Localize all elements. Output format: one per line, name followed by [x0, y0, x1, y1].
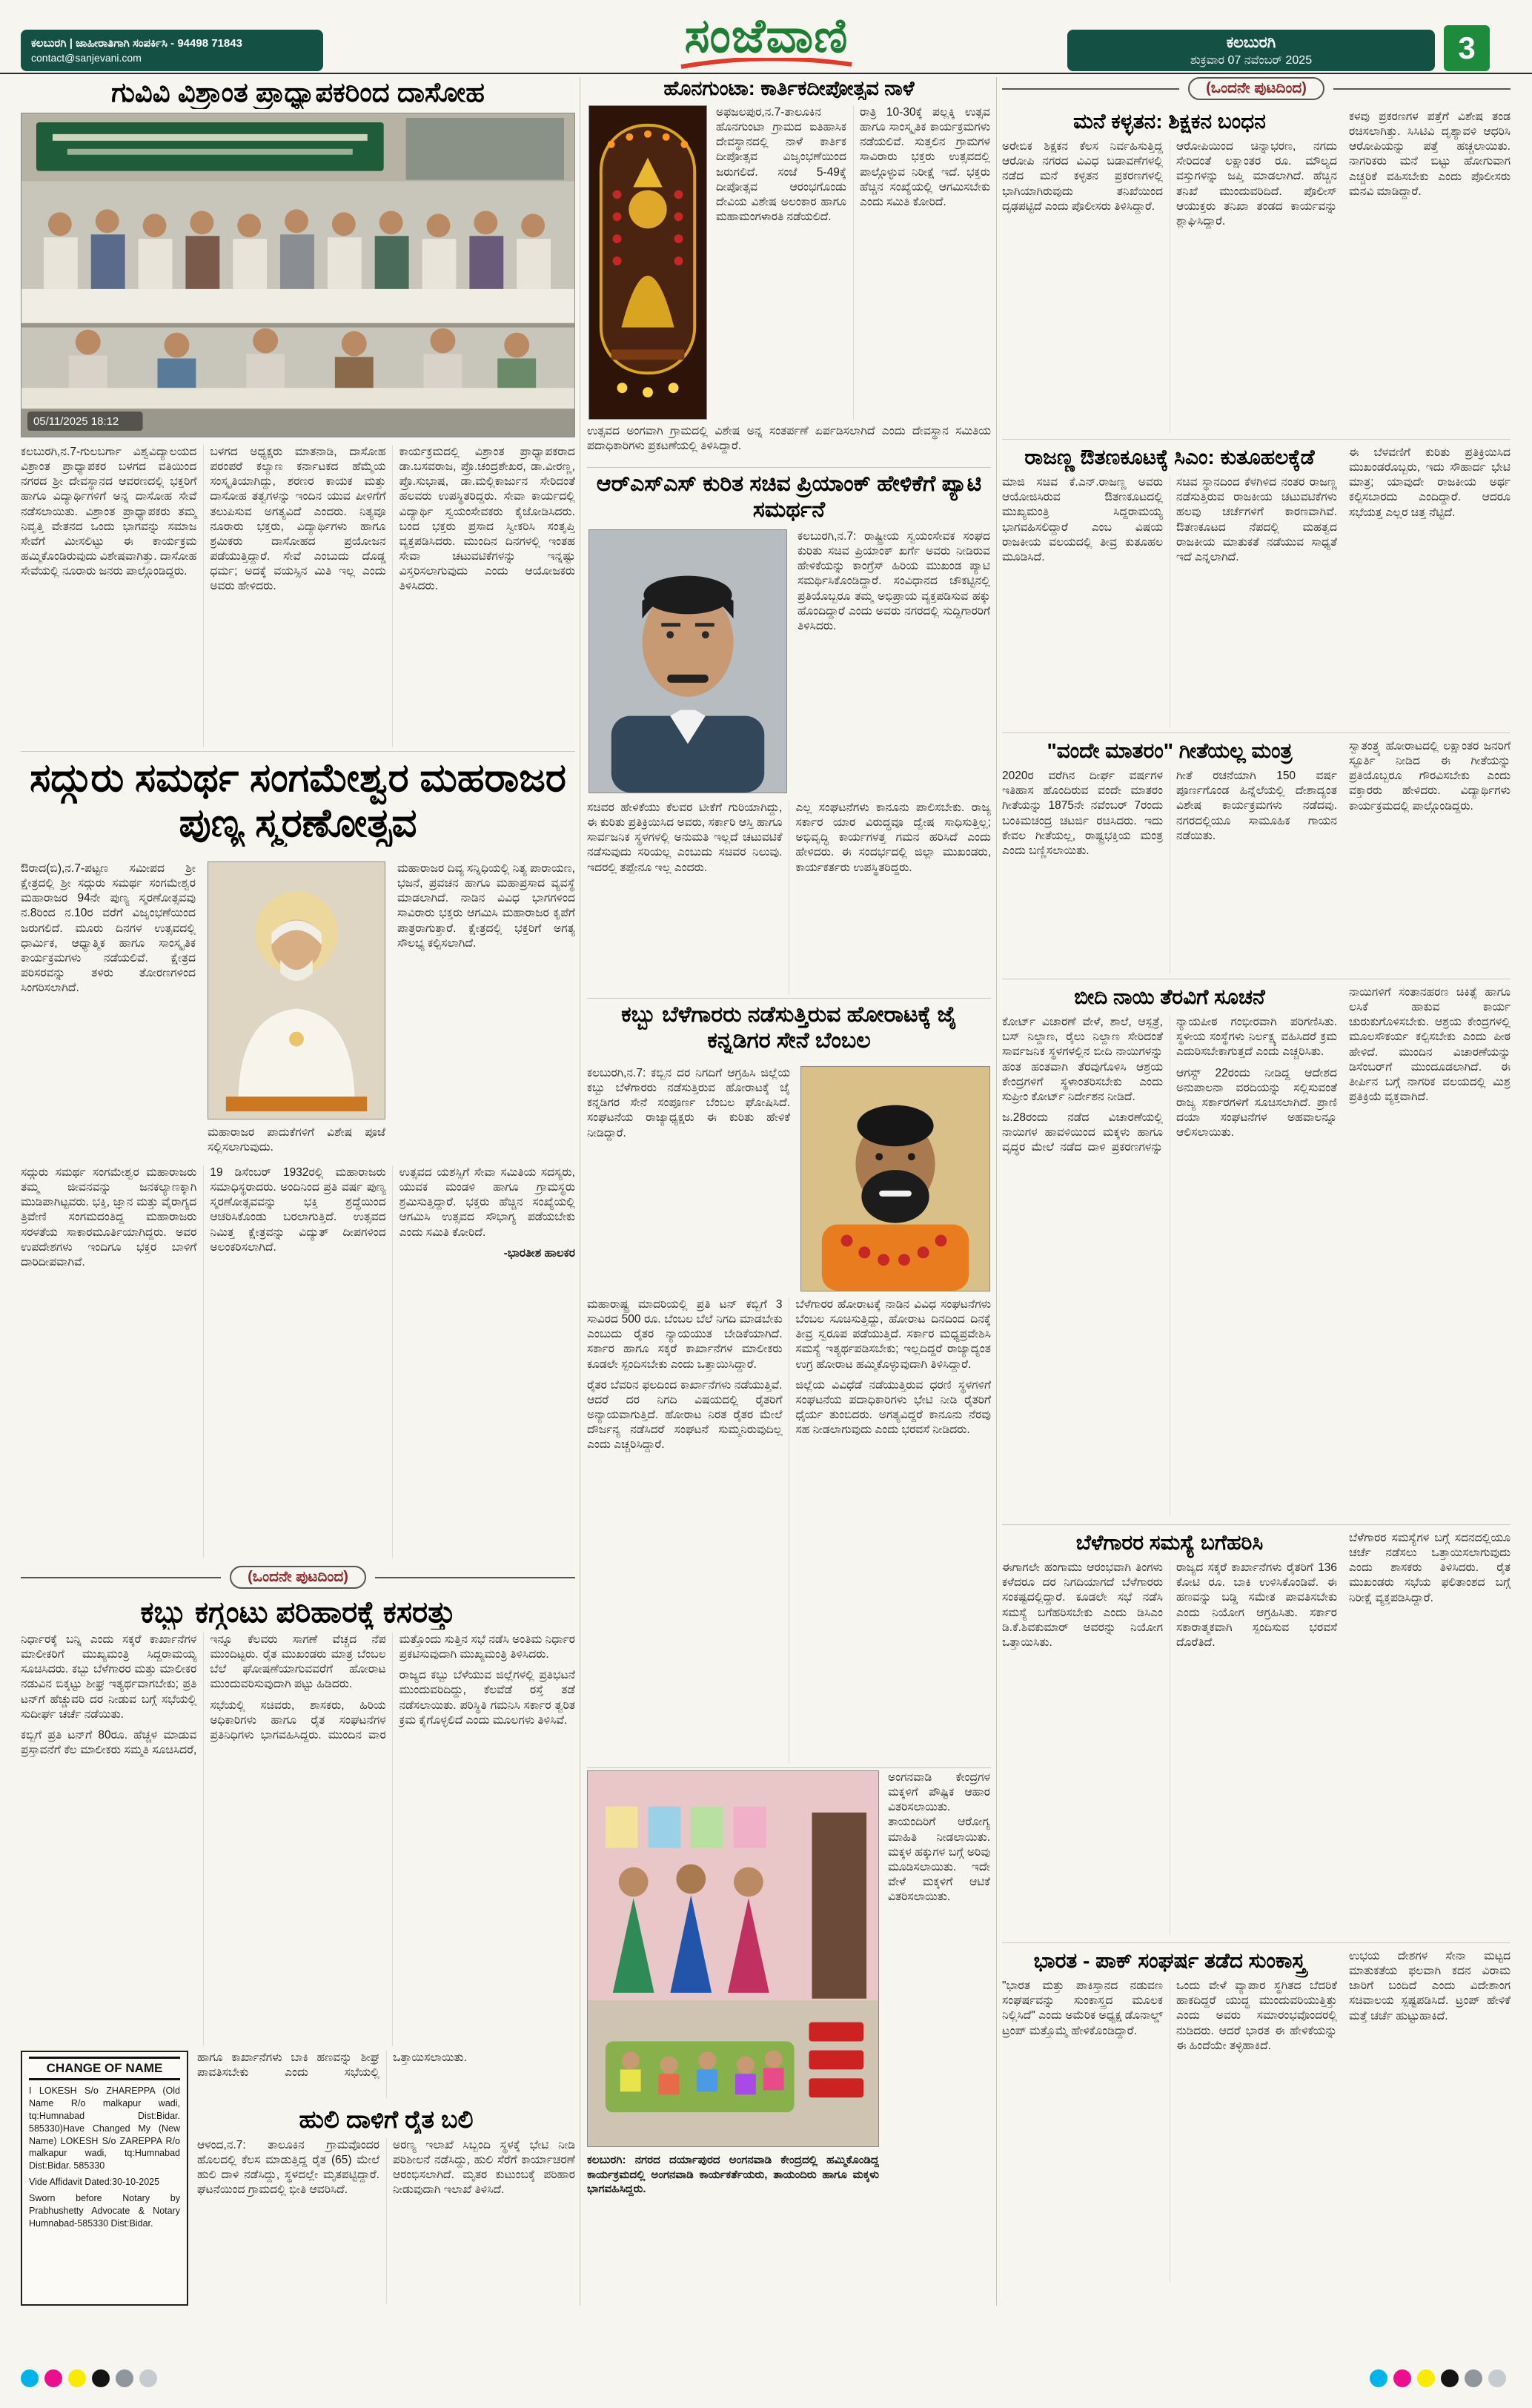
- kabbu-sene-leader-photo: [800, 1066, 990, 1291]
- registration-dot: [1441, 2369, 1459, 2387]
- edition-date: ಶುಕ್ರವಾರ 07 ನವೆಂಬರ್ 2025: [1190, 53, 1313, 67]
- paragraph: ರಾಜ್ಯದ ಕಬ್ಬು ಬೆಳೆಯುವ ಜಿಲ್ಲೆಗಳಲ್ಲಿ ಪ್ರತಿಭಟನೆ ಮುಂದುವರಿದಿದ್ದು, ಕೆಲವೆಡೆ ರಸ್ತೆ ತಡೆ ನಡೆಸಲಾಯಿತು. ಪರಿಸ್ಥಿತಿ ಗಮನಿಸಿ ಸರ್ಕಾರ ತ್ವರಿತ ಕ್ರಮ ಕೈಗೊಳ್ಳಲಿದೆ ಎಂದು ಮೂಲಗಳು ತಿಳಿಸಿವೆ.: [399, 1669, 575, 1727]
- samartha-col1: [21, 861, 196, 1158]
- dasoha-body: [21, 445, 575, 747]
- paragraph: I LOKESH S/o ZHAREPPA (Old Name R/o malkapur wadi, tq:Humnabad Dist:Bidar. 585330)Have Changed My (New Name) LOKESH S/o ZAREPPA R/o malkapur wadi, tq:Humnabad Dist:Bidar. 585330: [29, 2086, 180, 2172]
- notice-title: CHANGE OF NAME: [29, 2057, 180, 2080]
- kabbu-sene-body-below: [587, 1297, 991, 1763]
- paragraph: 19 ಡಿಸೆಂಬರ್ 1932ರಲ್ಲಿ ಮಹಾರಾಜರು ಸಮಾಧಿಸ್ಥರಾದರು. ಅಂದಿನಿಂದ ಪ್ರತಿ ವರ್ಷ ಪುಣ್ಯ ಸ್ಮರಣೋತ್ಸವವನ್ನು ಭಕ್ತಿ ಶ್ರದ್ಧೆಯಿಂದ ಆಚರಿಸಿಕೊಂಡು ಬರಲಾಗುತ್ತಿದೆ. ಉತ್ಸವದ ನಿಮಿತ್ತ ಕ್ಷೇತ್ರವನ್ನು ವಿದ್ಯುತ್ ದೀಪಗಳಿಂದ ಅಲಂಕರಿಸಲಾಗಿದೆ.: [210, 1166, 386, 1254]
- paragraph: ಅಂಗನವಾಡಿ ಕೇಂದ್ರಗಳ ಮಕ್ಕಳಿಗೆ ಪೌಷ್ಟಿಕ ಆಹಾರ ವಿತರಿಸಲಾಯಿತು. ತಾಯಂದಿರಿಗೆ ಆರೋಗ್ಯ ಮಾಹಿತಿ ನೀಡಲಾಯಿತು. ಮಕ್ಕಳ ಹಕ್ಕುಗಳ ಬಗ್ಗೆ ಅರಿವು ಮೂಡಿಸಲಾಯಿತು. ಇದೇ ವೇಳೆ ಮಕ್ಕಳಿಗೆ ಆಟಿಕೆ ವಿತರಿಸಲಾಯಿತು.: [888, 1771, 990, 1904]
- samartha-body: [21, 1165, 575, 1558]
- continuation-banner: [1002, 77, 1511, 100]
- right-article-6-body: [1002, 1979, 1337, 2281]
- dasoha-photo: [21, 113, 575, 437]
- right-article-4-body: [1002, 1015, 1337, 1516]
- paragraph: ಕಳವು ಪ್ರಕರಣಗಳ ಪತ್ತೆಗೆ ವಿಶೇಷ ತಂಡ ರಚಿಸಲಾಗಿತ್ತು. ಸಿಸಿಟಿವಿ ದೃಶ್ಯಾವಳಿ ಆಧರಿಸಿ ಆರೋಪಿಯನ್ನು ಪತ್ತೆ ಹಚ್ಚಲಾಯಿತು. ನಾಗರಿಕರು ಮನೆ ಬಿಟ್ಟು ಹೋಗುವಾಗ ಎಚ್ಚರಿಕೆ ವಹಿಸಬೇಕು ಎಂದು ಪೊಲೀಸರು ಮನವಿ ಮಾಡಿದ್ದಾರೆ.: [1349, 110, 1511, 198]
- paragraph: ನಿರ್ಧಾರಕ್ಕೆ ಬನ್ನಿ ಎಂದು ಸಕ್ಕರೆ ಕಾರ್ಖಾನೆಗಳ ಮಾಲೀಕರಿಗೆ ಮುಖ್ಯಮಂತ್ರಿ ಸಿದ್ದರಾಮಯ್ಯ ಸೂಚಿಸಿದರು. ಕಬ್ಬು ಬೆಳೆಗಾರರ ಮತ್ತು ಮಾಲೀಕರ ನಡುವಿನ ಬಿಕ್ಕಟ್ಟು ಶೀಘ್ರ ಇತ್ಯರ್ಥವಾಗಬೇಕು; ಪ್ರತಿ ಟನ್‌ಗೆ ಹೆಚ್ಚುವರಿ ದರ ನೀಡುವ ಬಗ್ಗೆ ಸಭೆಯಲ್ಲಿ ಸುದೀರ್ಘ ಚರ್ಚೆ ನಡೆಯಿತು.: [21, 1633, 197, 1721]
- anganwadi-illustration: [588, 1771, 878, 2146]
- paragraph: ಈಗಾಗಲೇ ಹಂಗಾಮು ಆರಂಭವಾಗಿ ತಿಂಗಳು ಕಳೆದರೂ ದರ ನಿಗದಿಯಾಗದೆ ಬೆಳೆಗಾರರು ಸಂಕಷ್ಟದಲ್ಲಿದ್ದಾರೆ. ಕೂಡಲೇ ಸಭೆ ನಡೆಸಿ ಸಮಸ್ಯೆ ಬಗೆಹರಿಸಬೇಕು ಎಂದು ಡಿಸಿಎಂ ಡಿ.ಕೆ.ಶಿವಕುಮಾರ್ ಅವರನ್ನು ನಿಯೋಗ ಒತ್ತಾಯಿಸಿತು.: [1002, 1561, 1163, 1649]
- paragraph: ಅರೇಬಿಕ ಶಿಕ್ಷಕನ ಕೆಲಸ ನಿರ್ವಹಿಸುತ್ತಿದ್ದ ಆರೋಪಿ ನಗರದ ವಿವಿಧ ಬಡಾವಣೆಗಳಲ್ಲಿ ನಡೆದ ಮನೆ ಕಳ್ಳತನ ಪ್ರಕರಣಗಳಲ್ಲಿ ಭಾಗಿಯಾಗಿರುವುದು ತನಿಖೆಯಿಂದ ದೃಢಪಟ್ಟಿದೆ ಎಂದು ಪೊಲೀಸರು ತಿಳಿಸಿದ್ದಾರೆ.: [1002, 140, 1163, 213]
- paragraph: ನಾಯಿಗಳಿಗೆ ಸಂತಾನಹರಣ ಚಿಕಿತ್ಸೆ ಹಾಗೂ ಲಸಿಕೆ ಹಾಕುವ ಕಾರ್ಯ ಚುರುಕುಗೊಳಿಸಬೇಕು. ಆಶ್ರಯ ಕೇಂದ್ರಗಳಲ್ಲಿ ಮೂಲಸೌಕರ್ಯ ಕಲ್ಪಿಸಬೇಕು ಎಂದು ಪೀಠ ಹೇಳಿದೆ. ಮುಂದಿನ ವಿಚಾರಣೆಯನ್ನು ಡಿಸೆಂಬರ್‌ಗೆ ಮುಂದೂಡಲಾಗಿದೆ. ಈ ತೀರ್ಪಿನ ಬಗ್ಗೆ ನಾಗರಿಕ ವಲಯದಲ್ಲಿ ಮಿಶ್ರ ಪ್ರತಿಕ್ರಿಯೆ ವ್ಯಕ್ತವಾಗಿದೆ.: [1349, 986, 1511, 1103]
- paragraph: 2020ರ ವರೆಗಿನ ದೀರ್ಘ ವರ್ಷಗಳ ಇತಿಹಾಸ ಹೊಂದಿರುವ ವಂದೇ ಮಾತರಂ ಗೀತೆಯನ್ನು 1875ನೇ ನವೆಂಬರ್ 7ರಂದು ಬಂಕಿಮಚಂದ್ರ ಚಟರ್ಜಿ ರಚಿಸಿದರು. ಇದು ಕೇವಲ ಗೀತೆಯಲ್ಲ, ರಾಷ್ಟ್ರಭಕ್ತಿಯ ಮಂತ್ರ ಎಂದು ಬಣ್ಣಿಸಲಾಯಿತು.: [1002, 770, 1163, 857]
- registration-marks-right: [1370, 2369, 1512, 2387]
- registration-dot: [1465, 2369, 1482, 2387]
- registration-dot: [1417, 2369, 1435, 2387]
- anganwadi-photo: [587, 1770, 879, 2147]
- paragraph: ಸಚಿವರ ಹೇಳಿಕೆಯು ಕೆಲವರ ಟೀಕೆಗೆ ಗುರಿಯಾಗಿದ್ದು, ಈ ಕುರಿತು ಪ್ರತಿಕ್ರಿಯಿಸಿದ ಅವರು, ಸರ್ಕಾರಿ ಆಸ್ತಿ ಹಾಗೂ ಸಾರ್ವಜನಿಕ ಸ್ಥಳಗಳಲ್ಲಿ ಅನುಮತಿ ಇಲ್ಲದೆ ಚಟುವಟಿಕೆ ನಡೆಸುವುದು ಸರಿಯಲ್ಲ ಎಂಬುದು ಸಚಿವರ ನಿಲುವು. ಇದರಲ್ಲಿ ತಪ್ಪೇನೂ ಇಲ್ಲ ಎಂದರು.: [587, 801, 783, 874]
- right-article-5-headline: ಬೆಳೆಗಾರರ ಸಮಸ್ಯೆ ಬಗೆಹರಿಸಿ: [1075, 1531, 1264, 1554]
- paragraph: Sworn before Notary by Prabhushetty Advocate & Notary Humnabad-585330 Dist:Bidar.: [29, 2193, 180, 2229]
- paragraph: ಜಿಲ್ಲೆಯ ವಿವಿಧೆಡೆ ನಡೆಯುತ್ತಿರುವ ಧರಣಿ ಸ್ಥಳಗಳಿಗೆ ಸಂಘಟನೆಯ ಪದಾಧಿಕಾರಿಗಳು ಭೇಟಿ ನೀಡಿ ರೈತರಿಗೆ ಧೈರ್ಯ ತುಂಬಿದರು. ಅಗತ್ಯವಿದ್ದರೆ ಕಾನೂನು ನೆರವು ಸಹ ನೀಡಲಾಗುವುದು ಎಂದು ಭರವಸೆ ನೀಡಿದರು.: [795, 1378, 991, 1437]
- kabbu-sene-headline: ಕಬ್ಬು ಬೆಳೆಗಾರರು ನಡೆಸುತ್ತಿರುವ ಹೋರಾಟಕ್ಕೆ ಜೈ ಕನ್ನಡಿಗರ ಸೇನೆ ಬೆಂಬಲ: [621, 1002, 957, 1053]
- contact-bar: [21, 30, 323, 71]
- date-bar: [1067, 30, 1435, 71]
- right-article-2-col3: [1349, 446, 1511, 729]
- from-page-one-pill: (ಒಂದನೇ ಪುಟದಿಂದ): [1188, 77, 1324, 100]
- samartha-col3: [397, 861, 575, 1158]
- from-page-one-pill: (ಒಂದನೇ ಪುಟದಿಂದ): [230, 1566, 366, 1589]
- byline: -ಭಾರತೀಶ ಹಾಲಕರ: [503, 1246, 575, 1260]
- divider: [587, 998, 991, 999]
- right-article-1: [1002, 110, 1511, 434]
- huli-body: [197, 2138, 575, 2304]
- paragraph: ಮಹಾರಾಜರ ಪಾದುಕೆಗಳಿಗೆ ವಿಶೇಷ ಪೂಜೆ ಸಲ್ಲಿಸಲಾಗುವುದು.: [208, 1126, 385, 1154]
- right-article-4-col3: [1349, 985, 1511, 1518]
- edition-city: ಕಲಬುರಗಿ: [1226, 33, 1276, 51]
- samartha-headline: ಸದ್ಗುರು ಸಮರ್ಥ ಸಂಗಮೇಶ್ವರ ಮಹರಾಜರ ಪುಣ್ಯ ಸ್ಮರಣೋತ್ಸವ: [30, 756, 566, 845]
- divider: [375, 1577, 575, 1578]
- right-article-1-headline: ಮನೆ ಕಳ್ಳತನ: ಶಿಕ್ಷಕನ ಬಂಧನ: [1073, 110, 1266, 133]
- masthead: [636, 9, 897, 70]
- right-article-4: [1002, 979, 1511, 1518]
- divider: [1002, 88, 1179, 90]
- leader-portrait-illustration: [801, 1067, 989, 1291]
- right-article-1-col3: [1349, 110, 1511, 434]
- paragraph: ಗೀತೆ ರಚನೆಯಾಗಿ 150 ವರ್ಷ ಪೂರ್ಣಗೊಂಡ ಹಿನ್ನೆಲೆಯಲ್ಲಿ ದೇಶಾದ್ಯಂತ ವಿಶೇಷ ಕಾರ್ಯಕ್ರಮಗಳು ನಡೆದವು. ನಗರದಲ್ಲಿಯೂ ಸಾಮೂಹಿಕ ಗಾಯನ ನಡೆಯಿತು.: [1176, 770, 1337, 842]
- registration-dot: [139, 2369, 157, 2387]
- divider: [0, 73, 1532, 74]
- paragraph: ಸ್ವಾತಂತ್ರ್ಯ ಹೋರಾಟದಲ್ಲಿ ಲಕ್ಷಾಂತರ ಜನರಿಗೆ ಸ್ಫೂರ್ತಿ ನೀಡಿದ ಈ ಗೀತೆಯನ್ನು ಪ್ರತಿಯೊಬ್ಬರೂ ಗೌರವಿಸಬೇಕು ಎಂದು ವಕ್ತಾರರು ಹೇಳಿದರು. ವಿದ್ಯಾರ್ಥಿಗಳು ಕಾರ್ಯಕ್ರಮದಲ್ಲಿ ಪಾಲ್ಗೊಂಡಿದ್ದರು.: [1349, 740, 1511, 813]
- paragraph: ಕಲಬುರಗಿ,ನ.7: ರಾಷ್ಟ್ರೀಯ ಸ್ವಯಂಸೇವಕ ಸಂಘದ ಕುರಿತು ಸಚಿವ ಪ್ರಿಯಾಂಕ್ ಖರ್ಗೆ ಅವರು ನೀಡಿರುವ ಹೇಳಿಕೆಯನ್ನು ಕಾಂಗ್ರೆಸ್ ಹಿರಿಯ ಮುಖಂಡ ಪ್ಯಾಟಿ ಸಮರ್ಥಿಸಿಕೊಂಡಿದ್ದಾರೆ. ಸಂವಿಧಾನದ ಚೌಕಟ್ಟಿನಲ್ಲಿ ಪ್ರತಿಯೊಬ್ಬರೂ ತಮ್ಮ ಅಭಿಪ್ರಾಯ ವ್ಯಕ್ತಪಡಿಸುವ ಹಕ್ಕು ಹೊಂದಿದ್ದಾರೆ ಎಂದು ಅವರು ನಗರದಲ್ಲಿ ಸುದ್ದಿಗಾರರಿಗೆ ತಿಳಿಸಿದರು.: [797, 530, 990, 632]
- paragraph: ಕಬ್ಬಿಗೆ ಪ್ರತಿ ಟನ್‌ಗೆ 80ರೂ. ಹೆಚ್ಚಳ ಮಾಡುವ ಪ್ರಸ್ತಾವನೆಗೆ ಕೆಲ ಮಾಲೀಕರು ಸಮ್ಮತಿ ಸೂಚಿಸಿದರೆ, ಇನ್ನೂ ಕೆಲವರು ಸಾಗಣೆ ವೆಚ್ಚದ ನೆಪ ಮುಂದಿಟ್ಟರು. ರೈತ ಮುಖಂಡರು ಮಾತ್ರ ಬೆಂಬಲ ಬೆಲೆ ಘೋಷಣೆಯಾಗುವವರೆಗೆ ಹೋರಾಟ ಮುಂದುವರಿಸುವುದಾಗಿ ಪಟ್ಟು ಹಿಡಿದರು.: [21, 1633, 386, 1756]
- samartha-col2-note: [208, 1125, 385, 1158]
- dasoha-headline: ಗುವಿವಿ ವಿಶ್ರಾಂತ ಪ್ರಾಧ್ಯಾಪಕರಿಂದ ದಾಸೋಹ: [111, 77, 485, 108]
- paragraph: ಆರೋಪಿಯಿಂದ ಚಿನ್ನಾಭರಣ, ನಗದು ಸೇರಿದಂತೆ ಲಕ್ಷಾಂತರ ರೂ. ಮೌಲ್ಯದ ವಸ್ತುಗಳನ್ನು ಜಪ್ತಿ ಮಾಡಲಾಗಿದೆ. ಹೆಚ್ಚಿನ ತನಿಖೆ ಮುಂದುವರಿದಿದೆ. ಪೊಲೀಸ್ ಆಯುಕ್ತರು ತನಿಖಾ ತಂಡದ ಕಾರ್ಯವನ್ನು ಶ್ಲಾಘಿಸಿದ್ದಾರೆ.: [1176, 140, 1337, 228]
- paragraph: ಅಫಜಲಪುರ,ನ.7-ತಾಲೂಕಿನ ಹೊನಗುಂಟಾ ಗ್ರಾಮದ ಐತಿಹಾಸಿಕ ದೇವಸ್ಥಾನದಲ್ಲಿ ನಾಳೆ ಕಾರ್ತಿಕ ದೀಪೋತ್ಸವ ವಿಜೃಂಭಣೆಯಿಂದ ಜರುಗಲಿದೆ. ಸಂಜೆ 5-49ಕ್ಕೆ ದೀಪೋತ್ಸವ ಆರಂಭಗೊಂಡು ದೇವಿಯ ವಿಶೇಷ ಅಲಂಕಾರ ಹಾಗೂ ಮಹಾಮಂಗಳಾರತಿ ನಡೆಯಲಿದೆ.: [716, 106, 846, 223]
- right-article-3: [1002, 732, 1511, 975]
- registration-marks-left: [21, 2369, 163, 2387]
- divider: [21, 1577, 221, 1578]
- divider: [587, 467, 991, 468]
- paragraph: "ಭಾರತ ಮತ್ತು ಪಾಕಿಸ್ತಾನದ ನಡುವಣ ಸಂಘರ್ಷವನ್ನು ಸುಂಕಾಸ್ತ್ರದ ಮೂಲಕ ನಿಲ್ಲಿಸಿದೆ" ಎಂದು ಅಮೆರಿಕ ಅಧ್ಯಕ್ಷ ಡೊನಾಲ್ಡ್ ಟ್ರಂಪ್ ಮತ್ತೊಮ್ಮೆ ಹೇಳಿಕೊಂಡಿದ್ದಾರೆ.: [1002, 1979, 1163, 2037]
- samartha-saint-photo: [208, 861, 385, 1119]
- continuation-banner: [21, 1566, 575, 1589]
- huli-headline: ಹುಲಿ ದಾಳಿಗೆ ರೈತ ಬಲಿ: [299, 2106, 474, 2133]
- paragraph: ಕಲಬುರಗಿ,ನ.7: ಕಬ್ಬಿನ ದರ ನಿಗದಿಗೆ ಆಗ್ರಹಿಸಿ ಜಿಲ್ಲೆಯ ಕಬ್ಬು ಬೆಳೆಗಾರರು ನಡೆಸುತ್ತಿರುವ ಹೋರಾಟಕ್ಕೆ ಜೈ ಕನ್ನಡಿಗರ ಸೇನೆ ಸಂಪೂರ್ಣ ಬೆಂಬಲ ಘೋಷಿಸಿದೆ. ಸಂಘಟನೆಯ ರಾಜ್ಯಾಧ್ಯಕ್ಷರು ಈ ಕುರಿತು ಹೇಳಿಕೆ ನೀಡಿದ್ದಾರೆ.: [587, 1067, 790, 1140]
- divider: [1333, 88, 1511, 90]
- paragraph: ಈ ಬೆಳವಣಿಗೆ ಕುರಿತು ಪ್ರತಿಕ್ರಿಯಿಸಿದ ಮುಖಂಡರೊಬ್ಬರು, ಇದು ಸೌಹಾರ್ದ ಭೇಟಿ ಮಾತ್ರ; ಯಾವುದೇ ರಾಜಕೀಯ ಅರ್ಥ ಕಲ್ಪಿಸಬಾರದು ಎಂದಿದ್ದಾರೆ. ಆದರೂ ಸಭೆಯತ್ತ ಎಲ್ಲರ ಚಿತ್ತ ನೆಟ್ಟಿದೆ.: [1349, 446, 1511, 519]
- page-number: 3: [1444, 25, 1490, 71]
- right-article-3-headline: "ವಂದೇ ಮಾತರಂ" ಗೀತೆಯಲ್ಲ ಮಂತ್ರ: [1047, 739, 1293, 762]
- notice-body: [29, 2085, 180, 2230]
- right-article-2-body: [1002, 475, 1337, 727]
- registration-dot: [1370, 2369, 1387, 2387]
- right-article-3-col3: [1349, 739, 1511, 975]
- paragraph: ಉಭಯ ದೇಶಗಳ ಸೇನಾ ಮಟ್ಟದ ಮಾತುಕತೆಯ ಫಲವಾಗಿ ಕದನ ವಿರಾಮ ಜಾರಿಗೆ ಬಂದಿದೆ ಎಂದು ವಿದೇಶಾಂಗ ಸಚಿವಾಲಯ ಸ್ಪಷ್ಟಪಡಿಸಿದೆ. ಟ್ರಂಪ್ ಹೇಳಿಕೆ ಮತ್ತೆ ಚರ್ಚೆ ಹುಟ್ಟುಹಾಕಿದೆ.: [1349, 1950, 1511, 2022]
- rss-minister-photo: [588, 529, 787, 793]
- registration-dot: [44, 2369, 62, 2387]
- paragraph: ಸದ್ಗುರು ಸಮರ್ಥ ಸಂಗಮೇಶ್ವರ ಮಹಾರಾಜರು ತಮ್ಮ ಜೀವನವನ್ನು ಜನಕಲ್ಯಾಣಕ್ಕಾಗಿ ಮುಡಿಪಾಗಿಟ್ಟವರು. ಭಕ್ತಿ, ಜ್ಞಾನ ಮತ್ತು ವೈರಾಗ್ಯದ ತ್ರಿವೇಣಿ ಸಂಗಮದಂತಿದ್ದ ಮಹಾರಾಜರು ಸರಳತೆಯ ಸಾಕಾರಮೂರ್ತಿಯಾಗಿದ್ದರು. ಅವರ ಉಪದೇಶಗಳು ಇಂದಿಗೂ ಭಕ್ತರ ಬಾಳಿಗೆ ದಾರಿದೀಪವಾಗಿವೆ.: [21, 1166, 197, 1268]
- kabbu-sene-body-left: [587, 1066, 790, 1291]
- registration-dot: [68, 2369, 86, 2387]
- anganwadi-caption: ಕಲಬುರಗಿ: ನಗರದ ದರ್ಯಾಪುರದ ಅಂಗನವಾಡಿ ಕೇಂದ್ರದಲ್ಲಿ ಹಮ್ಮಿಕೊಂಡಿದ್ದ ಕಾರ್ಯಕ್ರಮದಲ್ಲಿ ಅಂಗನವಾಡಿ ಕಾರ್ಯಕರ್ತೆಯರು, ತಾಯಂದಿರು ಹಾಗೂ ಮಕ್ಕಳು ಭಾಗವಹಿಸಿದ್ದರು.: [587, 2154, 879, 2195]
- registration-dot: [21, 2369, 39, 2387]
- paragraph: ಎಲ್ಲ ಸಂಘಟನೆಗಳು ಕಾನೂನು ಪಾಲಿಸಬೇಕು. ರಾಜ್ಯ ಸರ್ಕಾರ ಯಾರ ವಿರುದ್ಧವೂ ದ್ವೇಷ ಸಾಧಿಸುತ್ತಿಲ್ಲ; ಅಭಿವೃದ್ಧಿ ಕಾರ್ಯಗಳತ್ತ ಗಮನ ಹರಿಸಿದೆ ಎಂದು ಹೇಳಿದರು. ಈ ಸಂದರ್ಭದಲ್ಲಿ ಜಿಲ್ಲಾ ಮುಖಂಡರು, ಕಾರ್ಯಕರ್ತರು ಉಪಸ್ಥಿತರಿದ್ದರು.: [795, 801, 991, 874]
- divider: [21, 751, 575, 752]
- deepotsava-body-below: [587, 424, 991, 464]
- paragraph: ರಾತ್ರಿ 10-30ಕ್ಕೆ ಪಲ್ಲಕ್ಕಿ ಉತ್ಸವ ಹಾಗೂ ಸಾಂಸ್ಕೃತಿಕ ಕಾರ್ಯಕ್ರಮಗಳು ನಡೆಯಲಿವೆ. ಸುತ್ತಲಿನ ಗ್ರಾಮಗಳ ಸಾವಿರಾರು ಭಕ್ತರು ಉತ್ಸವದಲ್ಲಿ ಪಾಲ್ಗೊಳ್ಳುವ ನಿರೀಕ್ಷೆ ಇದೆ. ಭಕ್ತರು ಹೆಚ್ಚಿನ ಸಂಖ್ಯೆಯಲ್ಲಿ ಆಗಮಿಸಬೇಕು ಎಂದು ಸಮಿತಿ ಕೋರಿದೆ.: [860, 106, 990, 208]
- saint-illustration: [208, 862, 385, 1119]
- deity-illustration: [589, 106, 706, 419]
- paragraph: ಉತ್ಸವದ ಯಶಸ್ಸಿಗೆ ಸೇವಾ ಸಮಿತಿಯ ಸದಸ್ಯರು, ಯುವಕ ಮಂಡಳಿ ಹಾಗೂ ಗ್ರಾಮಸ್ಥರು ಶ್ರಮಿಸುತ್ತಿದ್ದಾರೆ. ಭಕ್ತರು ಹೆಚ್ಚಿನ ಸಂಖ್ಯೆಯಲ್ಲಿ ಆಗಮಿಸಿ ಉತ್ಸವದ ಸೌಭಾಗ್ಯ ಪಡೆಯಬೇಕು ಎಂದು ಸಮಿತಿ ಕೋರಿದೆ.: [399, 1166, 575, 1239]
- divider: [996, 77, 997, 2306]
- paragraph: ಬೆಳೆಗಾರರ ಸಮಸ್ಯೆಗಳ ಬಗ್ಗೆ ಸದನದಲ್ಲಿಯೂ ಚರ್ಚೆ ನಡೆಸಲು ಒತ್ತಾಯಿಸಲಾಗುವುದು ಎಂದು ಶಾಸಕರು ತಿಳಿಸಿದರು. ರೈತ ಮುಖಂಡರು ಸಭೆಯ ಫಲಿತಾಂಶದ ಬಗ್ಗೆ ನಿರೀಕ್ಷೆ ವ್ಯಕ್ತಪಡಿಸಿದ್ದಾರೆ.: [1349, 1532, 1511, 1604]
- right-article-5: [1002, 1524, 1511, 1936]
- paragraph: Vide Affidavit Dated:30-10-2025: [29, 2177, 160, 2188]
- contact-line: ಕಲಬುರಗಿ | ಜಾಹೀರಾತಿಗಾಗಿ ಸಂಪರ್ಕಿಸಿ - 94498 71843: [31, 37, 242, 50]
- rss-body-side: [797, 529, 990, 793]
- right-article-5-col3: [1349, 1531, 1511, 1936]
- paragraph: ಬಳಗದ ಅಧ್ಯಕ್ಷರು ಮಾತನಾಡಿ, ದಾಸೋಹ ಪರಂಪರೆ ಕಲ್ಯಾಣ ಕರ್ನಾಟಕದ ಹೆಮ್ಮೆಯ ಸಂಸ್ಕೃತಿಯಾಗಿದ್ದು, ಶರಣರ ಕಾಯಕ ಮತ್ತು ದಾಸೋಹ ತತ್ವಗಳನ್ನು ಇಂದಿನ ಯುವ ಪೀಳಿಗೆಗೆ ತಲುಪಿಸುವ ಅಗತ್ಯವಿದೆ ಎಂದರು. ನಿತ್ಯವೂ ನೂರಾರು ಭಕ್ತರು, ವಿದ್ಯಾರ್ಥಿಗಳು ಹಾಗೂ ಶ್ರಮಿಕರು ದಾಸೋಹದ ಪ್ರಯೋಜನ ಪಡೆಯುತ್ತಿದ್ದಾರೆ. ಸೇವೆ ಎಂಬುದು ದೊಡ್ಡ ಧರ್ಮ; ಅದಕ್ಕೆ ವಯಸ್ಸಿನ ಮಿತಿ ಇಲ್ಲ ಎಂದು ಅವರು ಹೇಳಿದರು.: [210, 446, 386, 593]
- right-article-2-headline: ರಾಜಣ್ಣ ಔತಣಕೂಟಕ್ಕೆ ಸಿಎಂ: ಕುತೂಹಲಕ್ಕೆಡೆ: [1024, 446, 1315, 469]
- portrait-illustration: [589, 530, 786, 793]
- group-photo-illustration: [21, 113, 574, 437]
- paragraph: ಅರಣ್ಯ ಇಲಾಖೆ ಸಿಬ್ಬಂದಿ ಸ್ಥಳಕ್ಕೆ ಭೇಟಿ ನೀಡಿ ಪರಿಶೀಲನೆ ನಡೆಸಿದ್ದು, ಹುಲಿ ಸೆರೆಗೆ ಕಾರ್ಯಾಚರಣೆ ಆರಂಭಿಸಲಾಗಿದೆ. ಮೃತರ ಕುಟುಂಬಕ್ಕೆ ಪರಿಹಾರ ನೀಡುವುದಾಗಿ ಇಲಾಖೆ ತಿಳಿಸಿದೆ.: [393, 2139, 575, 2197]
- deepotsava-headline: ಹೊನಗುಂಟಾ: ಕಾರ್ತಿಕದೀಪೋತ್ಸವ ನಾಳೆ: [663, 77, 915, 99]
- divider: [587, 1767, 991, 1768]
- right-article-6-col3: [1349, 1949, 1511, 2306]
- paragraph: ಮಹಾರಾಜರ ದಿವ್ಯ ಸನ್ನಿಧಿಯಲ್ಲಿ ನಿತ್ಯ ಪಾರಾಯಣ, ಭಜನೆ, ಪ್ರವಚನ ಹಾಗೂ ಮಹಾಪ್ರಸಾದ ವ್ಯವಸ್ಥೆ ಮಾಡಲಾಗಿದೆ. ನಾಡಿನ ವಿವಿಧ ಭಾಗಗಳಿಂದ ಸಾವಿರಾರು ಭಕ್ತರು ಆಗಮಿಸಿ ಮಹಾರಾಜರ ಕೃಪೆಗೆ ಪಾತ್ರರಾಗುತ್ತಾರೆ. ಕ್ಷೇತ್ರದಲ್ಲಿ ಭಕ್ತರಿಗೆ ಅಗತ್ಯ ಸೌಲಭ್ಯ ಕಲ್ಪಿಸಲಾಗಿದೆ.: [397, 862, 575, 950]
- paragraph: ಜ.28ರಂದು ನಡೆದ ವಿಚಾರಣೆಯಲ್ಲಿ ನಾಯಿಗಳ ಹಾವಳಿಯಿಂದ ಮಕ್ಕಳು ಹಾಗೂ ವೃದ್ಧರ ಮೇಲೆ ನಡೆದ ದಾಳಿ ಪ್ರಕರಣಗಳನ್ನು ನ್ಯಾಯಪೀಠ ಗಂಭೀರವಾಗಿ ಪರಿಗಣಿಸಿತು. ಸ್ಥಳೀಯ ಸಂಸ್ಥೆಗಳು ನಿರ್ಲಕ್ಷ್ಯ ವಹಿಸಿದರೆ ಕ್ರಮ ಎದುರಿಸಬೇಕಾಗುತ್ತದೆ ಎಂದು ಎಚ್ಚರಿಸಿತು.: [1002, 1016, 1337, 1154]
- paragraph: ಉತ್ಸವದ ಅಂಗವಾಗಿ ಗ್ರಾಮದಲ್ಲಿ ವಿಶೇಷ ಅನ್ನ ಸಂತರ್ಪಣೆ ಏರ್ಪಡಿಸಲಾಗಿದೆ ಎಂದು ದೇವಸ್ಥಾನ ಸಮಿತಿಯ ಪದಾಧಿಕಾರಿಗಳು ಪ್ರಕಟಣೆಯಲ್ಲಿ ತಿಳಿಸಿದ್ದಾರೆ.: [587, 425, 991, 453]
- deepotsava-body-right: [716, 105, 990, 420]
- paragraph: ಕಲಬುರಗಿ,ನ.7-ಗುಲಬರ್ಗಾ ವಿಶ್ವವಿದ್ಯಾಲಯದ ವಿಶ್ರಾಂತ ಪ್ರಾಧ್ಯಾಪಕರ ಬಳಗದ ವತಿಯಿಂದ ನಗರದ ಶ್ರೀ ದೇವಸ್ಥಾನದ ಆವರಣದಲ್ಲಿ ಭಕ್ತರಿಗೆ ಹಾಗೂ ವಿದ್ಯಾರ್ಥಿಗಳಿಗೆ ಅನ್ನ ದಾಸೋಹ ಸೇವೆ ನಡೆಸಲಾಯಿತು. ವಿಶ್ರಾಂತ ಪ್ರಾಧ್ಯಾಪಕರು ತಮ್ಮ ನಿವೃತ್ತಿ ವೇತನದ ಒಂದು ಭಾಗವನ್ನು ಸಮಾಜ ಸೇವೆಗೆ ಮೀಸಲಿಟ್ಟು ಈ ಕಾರ್ಯಕ್ರಮ ಹಮ್ಮಿಕೊಂಡಿರುವುದು ವಿಶೇಷವಾಗಿತ್ತು. ದಾಸೋಹ ಸೇವೆಯಲ್ಲಿ ನೂರಾರು ಜನರು ಪಾಲ್ಗೊಂಡಿದ್ದರು.: [21, 446, 197, 578]
- registration-dot: [1393, 2369, 1411, 2387]
- right-article-2: [1002, 439, 1511, 729]
- photo-timestamp: 05/11/2025 18:12: [33, 415, 119, 429]
- paragraph: ಆಳಂದ,ನ.7: ತಾಲೂಕಿನ ಗ್ರಾಮವೊಂದರ ಹೊಲದಲ್ಲಿ ಕೆಲಸ ಮಾಡುತ್ತಿದ್ದ ರೈತ (65) ಮೇಲೆ ಹುಲಿ ದಾಳಿ ನಡೆಸಿದ್ದು, ಸ್ಥಳದಲ್ಲೇ ಮೃತಪಟ್ಟಿದ್ದಾರೆ. ಘಟನೆಯಿಂದ ಗ್ರಾಮದಲ್ಲಿ ಭೀತಿ ಆವರಿಸಿದೆ.: [197, 2139, 379, 2197]
- paragraph: ಸಭೆಯಲ್ಲಿ ಸಚಿವರು, ಶಾಸಕರು, ಹಿರಿಯ ಅಧಿಕಾರಿಗಳು ಹಾಗೂ ರೈತ ಸಂಘಟನೆಗಳ ಪ್ರತಿನಿಧಿಗಳು ಭಾಗವಹಿಸಿದ್ದರು. ಮುಂದಿನ ವಾರ ಮತ್ತೊಂದು ಸುತ್ತಿನ ಸಭೆ ನಡೆಸಿ ಅಂತಿಮ ನಿರ್ಧಾರ ಪ್ರಕಟಿಸುವುದಾಗಿ ಮುಖ್ಯಮಂತ್ರಿ ತಿಳಿಸಿದರು.: [210, 1633, 575, 1742]
- paragraph: ಸಚಿವ ಸ್ಥಾನದಿಂದ ಕೆಳಗಿಳಿದ ನಂತರ ರಾಜಣ್ಣ ನಡೆಸುತ್ತಿರುವ ರಾಜಕೀಯ ಚಟುವಟಿಕೆಗಳು ಹಲವು ಚರ್ಚೆಗಳಿಗೆ ಕಾರಣವಾಗಿವೆ. ಔತಣಕೂಟದ ನೆಪದಲ್ಲಿ ಮಹತ್ವದ ರಾಜಕೀಯ ಮಾತುಕತೆ ನಡೆಯುವ ಸಾಧ್ಯತೆ ಇದೆ ಎನ್ನಲಾಗಿದೆ.: [1176, 476, 1337, 563]
- right-article-6: [1002, 1942, 1511, 2306]
- kabbu-kasaratu-body: [21, 1633, 575, 2046]
- paragraph: ಆಗಸ್ಟ್ 22ರಂದು ನೀಡಿದ್ದ ಆದೇಶದ ಅನುಪಾಲನಾ ವರದಿಯನ್ನು ಸಲ್ಲಿಸುವಂತೆ ರಾಜ್ಯ ಸರ್ಕಾರಗಳಿಗೆ ಸೂಚಿಸಲಾಗಿದೆ. ಪ್ರಾಣಿ ದಯಾ ಸಂಘಟನೆಗಳ ಅಹವಾಲನ್ನೂ ಆಲಿಸಲಾಯಿತು.: [1176, 1066, 1337, 1140]
- paragraph: ಒಂದು ವೇಳೆ ವ್ಯಾಪಾರ ಸ್ಥಗಿತದ ಬೆದರಿಕೆ ಹಾಕದಿದ್ದರೆ ಯುದ್ಧ ಮುಂದುವರಿಯುತ್ತಿತ್ತು ಎಂದು ಅವರು ಸಮಾರಂಭವೊಂದರಲ್ಲಿ ನುಡಿದರು. ಆದರೆ ಭಾರತ ಈ ಹೇಳಿಕೆಯನ್ನು ಈ ಹಿಂದೆಯೇ ತಳ್ಳಿಹಾಕಿದೆ.: [1176, 1979, 1337, 2052]
- rss-body-below: [587, 801, 991, 995]
- registration-dot: [92, 2369, 110, 2387]
- paragraph: ರೈತರ ಬೆವರಿನ ಫಲದಿಂದ ಕಾರ್ಖಾನೆಗಳು ನಡೆಯುತ್ತಿವೆ. ಆದರೆ ದರ ನಿಗದಿ ವಿಷಯದಲ್ಲಿ ರೈತರಿಗೆ ಅನ್ಯಾಯವಾಗುತ್ತಿದೆ. ಹೋರಾಟ ನಿರತ ರೈತರ ಮೇಲೆ ದೌರ್ಜನ್ಯ ನಡೆಸಿದರೆ ಸಂಘಟನೆ ಸುಮ್ಮನಿರುವುದಿಲ್ಲ ಎಂದು ಎಚ್ಚರಿಸಿದ್ದಾರೆ.: [587, 1378, 783, 1452]
- anganwadi-side-text: [888, 1770, 990, 2230]
- paragraph: ಮಾಜಿ ಸಚಿವ ಕೆ.ಎನ್.ರಾಜಣ್ಣ ಅವರು ಆಯೋಜಿಸಿರುವ ಔತಣಕೂಟದಲ್ಲಿ ಮುಖ್ಯಮಂತ್ರಿ ಸಿದ್ದರಾಮಯ್ಯ ಭಾಗವಹಿಸಲಿದ್ದಾರೆ ಎಂಬ ವಿಷಯ ರಾಜಕೀಯ ವಲಯದಲ್ಲಿ ತೀವ್ರ ಕುತೂಹಲ ಮೂಡಿಸಿದೆ.: [1002, 476, 1163, 563]
- paragraph: ಬೆಳೆಗಾರರ ಹೋರಾಟಕ್ಕೆ ನಾಡಿನ ವಿವಿಧ ಸಂಘಟನೆಗಳು ಬೆಂಬಲ ಸೂಚಿಸುತ್ತಿದ್ದು, ಹೋರಾಟ ದಿನದಿಂದ ದಿನಕ್ಕೆ ತೀವ್ರ ಸ್ವರೂಪ ಪಡೆಯುತ್ತಿದೆ. ಸರ್ಕಾರ ಮಧ್ಯಪ್ರವೇಶಿಸಿ ಸಮಸ್ಯೆ ಇತ್ಯರ್ಥಪಡಿಸಬೇಕು; ಇಲ್ಲದಿದ್ದರೆ ರಾಜ್ಯಾದ್ಯಂತ ಉಗ್ರ ಹೋರಾಟ ಹಮ್ಮಿಕೊಳ್ಳುವುದಾಗಿ ತಿಳಿಸಿದ್ದಾರೆ.: [795, 1298, 991, 1371]
- paragraph: ಕೋರ್ಟ್ ವಿಚಾರಣೆ ವೇಳೆ, ಶಾಲೆ, ಆಸ್ಪತ್ರೆ, ಬಸ್ ನಿಲ್ದಾಣ, ರೈಲು ನಿಲ್ದಾಣ ಸೇರಿದಂತೆ ಸಾರ್ವಜನಿಕ ಸ್ಥಳಗಳಲ್ಲಿನ ಬೀದಿ ನಾಯಿಗಳನ್ನು ಹಂತ ಹಂತವಾಗಿ ತೆರವುಗೊಳಿಸಿ ಆಶ್ರಯ ಕೇಂದ್ರಗಳಿಗೆ ಸ್ಥಳಾಂತರಿಸಬೇಕು ಎಂದು ಸುಪ್ರೀಂ ಕೋರ್ಟ್ ನಿರ್ದೇಶನ ನೀಡಿದೆ.: [1002, 1016, 1163, 1103]
- paragraph: ರಾಜ್ಯದ ಸಕ್ಕರೆ ಕಾರ್ಖಾನೆಗಳು ರೈತರಿಗೆ 136 ಕೋಟಿ ರೂ. ಬಾಕಿ ಉಳಿಸಿಕೊಂಡಿವೆ. ಈ ಹಣವನ್ನು ಬಡ್ಡಿ ಸಮೇತ ಪಾವತಿಸಬೇಕು ಎಂದು ನಿಯೋಗ ಆಗ್ರಹಿಸಿತು. ಸರ್ಕಾರ ಸಕಾರಾತ್ಮಕವಾಗಿ ಸ್ಪಂದಿಸುವ ಭರವಸೆ ದೊರೆತಿದೆ.: [1176, 1561, 1337, 1649]
- right-article-4-headline: ಬೀದಿ ನಾಯಿ ತೆರವಿಗೆ ಸೂಚನೆ: [1074, 985, 1265, 1008]
- paragraph: ಕಾರ್ಯಕ್ರಮದಲ್ಲಿ ವಿಶ್ರಾಂತ ಪ್ರಾಧ್ಯಾಪಕರಾದ ಡಾ.ಬಸವರಾಜ, ಪ್ರೊ.ಚಂದ್ರಶೇಖರ, ಡಾ.ವೀರಣ್ಣ, ಪ್ರೊ.ಸುಭಾಷ, ಡಾ.ಮಲ್ಲಿಕಾರ್ಜುನ ಸೇರಿದಂತೆ ಹಲವರು ಉಪಸ್ಥಿತರಿದ್ದರು. ಸೇವಾ ಕಾರ್ಯದಲ್ಲಿ ವಿದ್ಯಾರ್ಥಿ ಸ್ವಯಂಸೇವಕರು ಕೈಜೋಡಿಸಿದರು. ಬಂದ ಭಕ್ತರು ಪ್ರಸಾದ ಸ್ವೀಕರಿಸಿ ಸಂತೃಪ್ತಿ ವ್ಯಕ್ತಪಡಿಸಿದರು. ಮುಂದಿನ ದಿನಗಳಲ್ಲಿ ಇಂತಹ ಸೇವಾ ಚಟುವಟಿಕೆಗಳನ್ನು ಇನ್ನಷ್ಟು ವಿಸ್ತರಿಸಲಾಗುವುದು ಎಂದು ಆಯೋಜಕರು ತಿಳಿಸಿದರು.: [399, 446, 575, 593]
- paragraph: ಹಾಗೂ ಕಾರ್ಖಾನೆಗಳು ಬಾಕಿ ಹಣವನ್ನು ಶೀಘ್ರ ಪಾವತಿಸಬೇಕು ಎಂದು ಸಭೆಯಲ್ಲಿ ಒತ್ತಾಯಿಸಲಾಯಿತು.: [197, 2051, 467, 2080]
- change-of-name-notice: [21, 2051, 188, 2306]
- paragraph: ಮಹಾರಾಷ್ಟ್ರ ಮಾದರಿಯಲ್ಲಿ ಪ್ರತಿ ಟನ್ ಕಬ್ಬಿಗೆ 3 ಸಾವಿರದ 500 ರೂ. ಬೆಂಬಲ ಬೆಲೆ ನಿಗದಿ ಮಾಡಬೇಕು ಎಂಬುದು ರೈತರ ನ್ಯಾಯಯುತ ಬೇಡಿಕೆಯಾಗಿದೆ. ಸರ್ಕಾರ ಹಾಗೂ ಸಕ್ಕರೆ ಕಾರ್ಖಾನೆಗಳ ಮಾಲೀಕರು ಕೂಡಲೇ ಸ್ಪಂದಿಸಬೇಕು ಎಂದು ಒತ್ತಾಯಿಸಿದ್ದಾರೆ.: [587, 1298, 783, 1371]
- registration-dot: [116, 2369, 133, 2387]
- right-article-6-headline: ಭಾರತ - ಪಾಕ್ ಸಂಘರ್ಷ ತಡೆದ ಸುಂಕಾಸ್ತ್ರ: [1033, 1949, 1306, 1972]
- right-article-3-body: [1002, 769, 1337, 973]
- paragraph: ಔರಾದ(ಬಿ),ನ.7-ಪಟ್ಟಣ ಸಮೀಪದ ಶ್ರೀ ಕ್ಷೇತ್ರದಲ್ಲಿ ಶ್ರೀ ಸದ್ಗುರು ಸಮರ್ಥ ಸಂಗಮೇಶ್ವರ ಮಹಾರಾಜರ 94ನೇ ಪುಣ್ಯ ಸ್ಮರಣೋತ್ಸವವು ನ.8ರಿಂದ ನ.10ರ ವರೆಗೆ ವಿಜೃಂಭಣೆಯಿಂದ ಜರುಗಲಿದೆ. ಮೂರು ದಿನಗಳ ಉತ್ಸವದಲ್ಲಿ ಧಾರ್ಮಿಕ, ಆಧ್ಯಾತ್ಮಿಕ ಹಾಗೂ ಸಾಂಸ್ಕೃತಿಕ ಕಾರ್ಯಕ್ರಮಗಳು ನಡೆಯಲಿವೆ. ಕ್ಷೇತ್ರದ ಪರಿಸರವನ್ನು ತಳಿರು ತೋರಣಗಳಿಂದ ಸಿಂಗರಿಸಲಾಗಿದೆ.: [21, 862, 196, 995]
- kabbu-kasaratu-headline: ಕಬ್ಬು ಕಗ್ಗಂಟು ಪರಿಹಾರಕ್ಕೆ ಕಸರತ್ತು: [140, 1596, 456, 1629]
- right-article-1-body: [1002, 139, 1337, 433]
- contact-email: contact@sanjevani.com: [31, 52, 142, 64]
- masthead-title: ಸಂಜೆವಾಣಿ: [684, 9, 849, 62]
- right-article-5-body: [1002, 1561, 1337, 1934]
- rss-headline: ಆರ್‌ಎಸ್‌ಎಸ್ ಕುರಿತ ಸಚಿವ ಪ್ರಿಯಾಂಕ್ ಹೇಳಿಕೆಗೆ ಪ್ಯಾಟಿ ಸಮರ್ಥನೆ: [596, 472, 982, 522]
- deepotsava-deity-photo: [588, 105, 707, 420]
- kabbu-kasaratu-overflow: [197, 2051, 575, 2098]
- registration-dot: [1488, 2369, 1506, 2387]
